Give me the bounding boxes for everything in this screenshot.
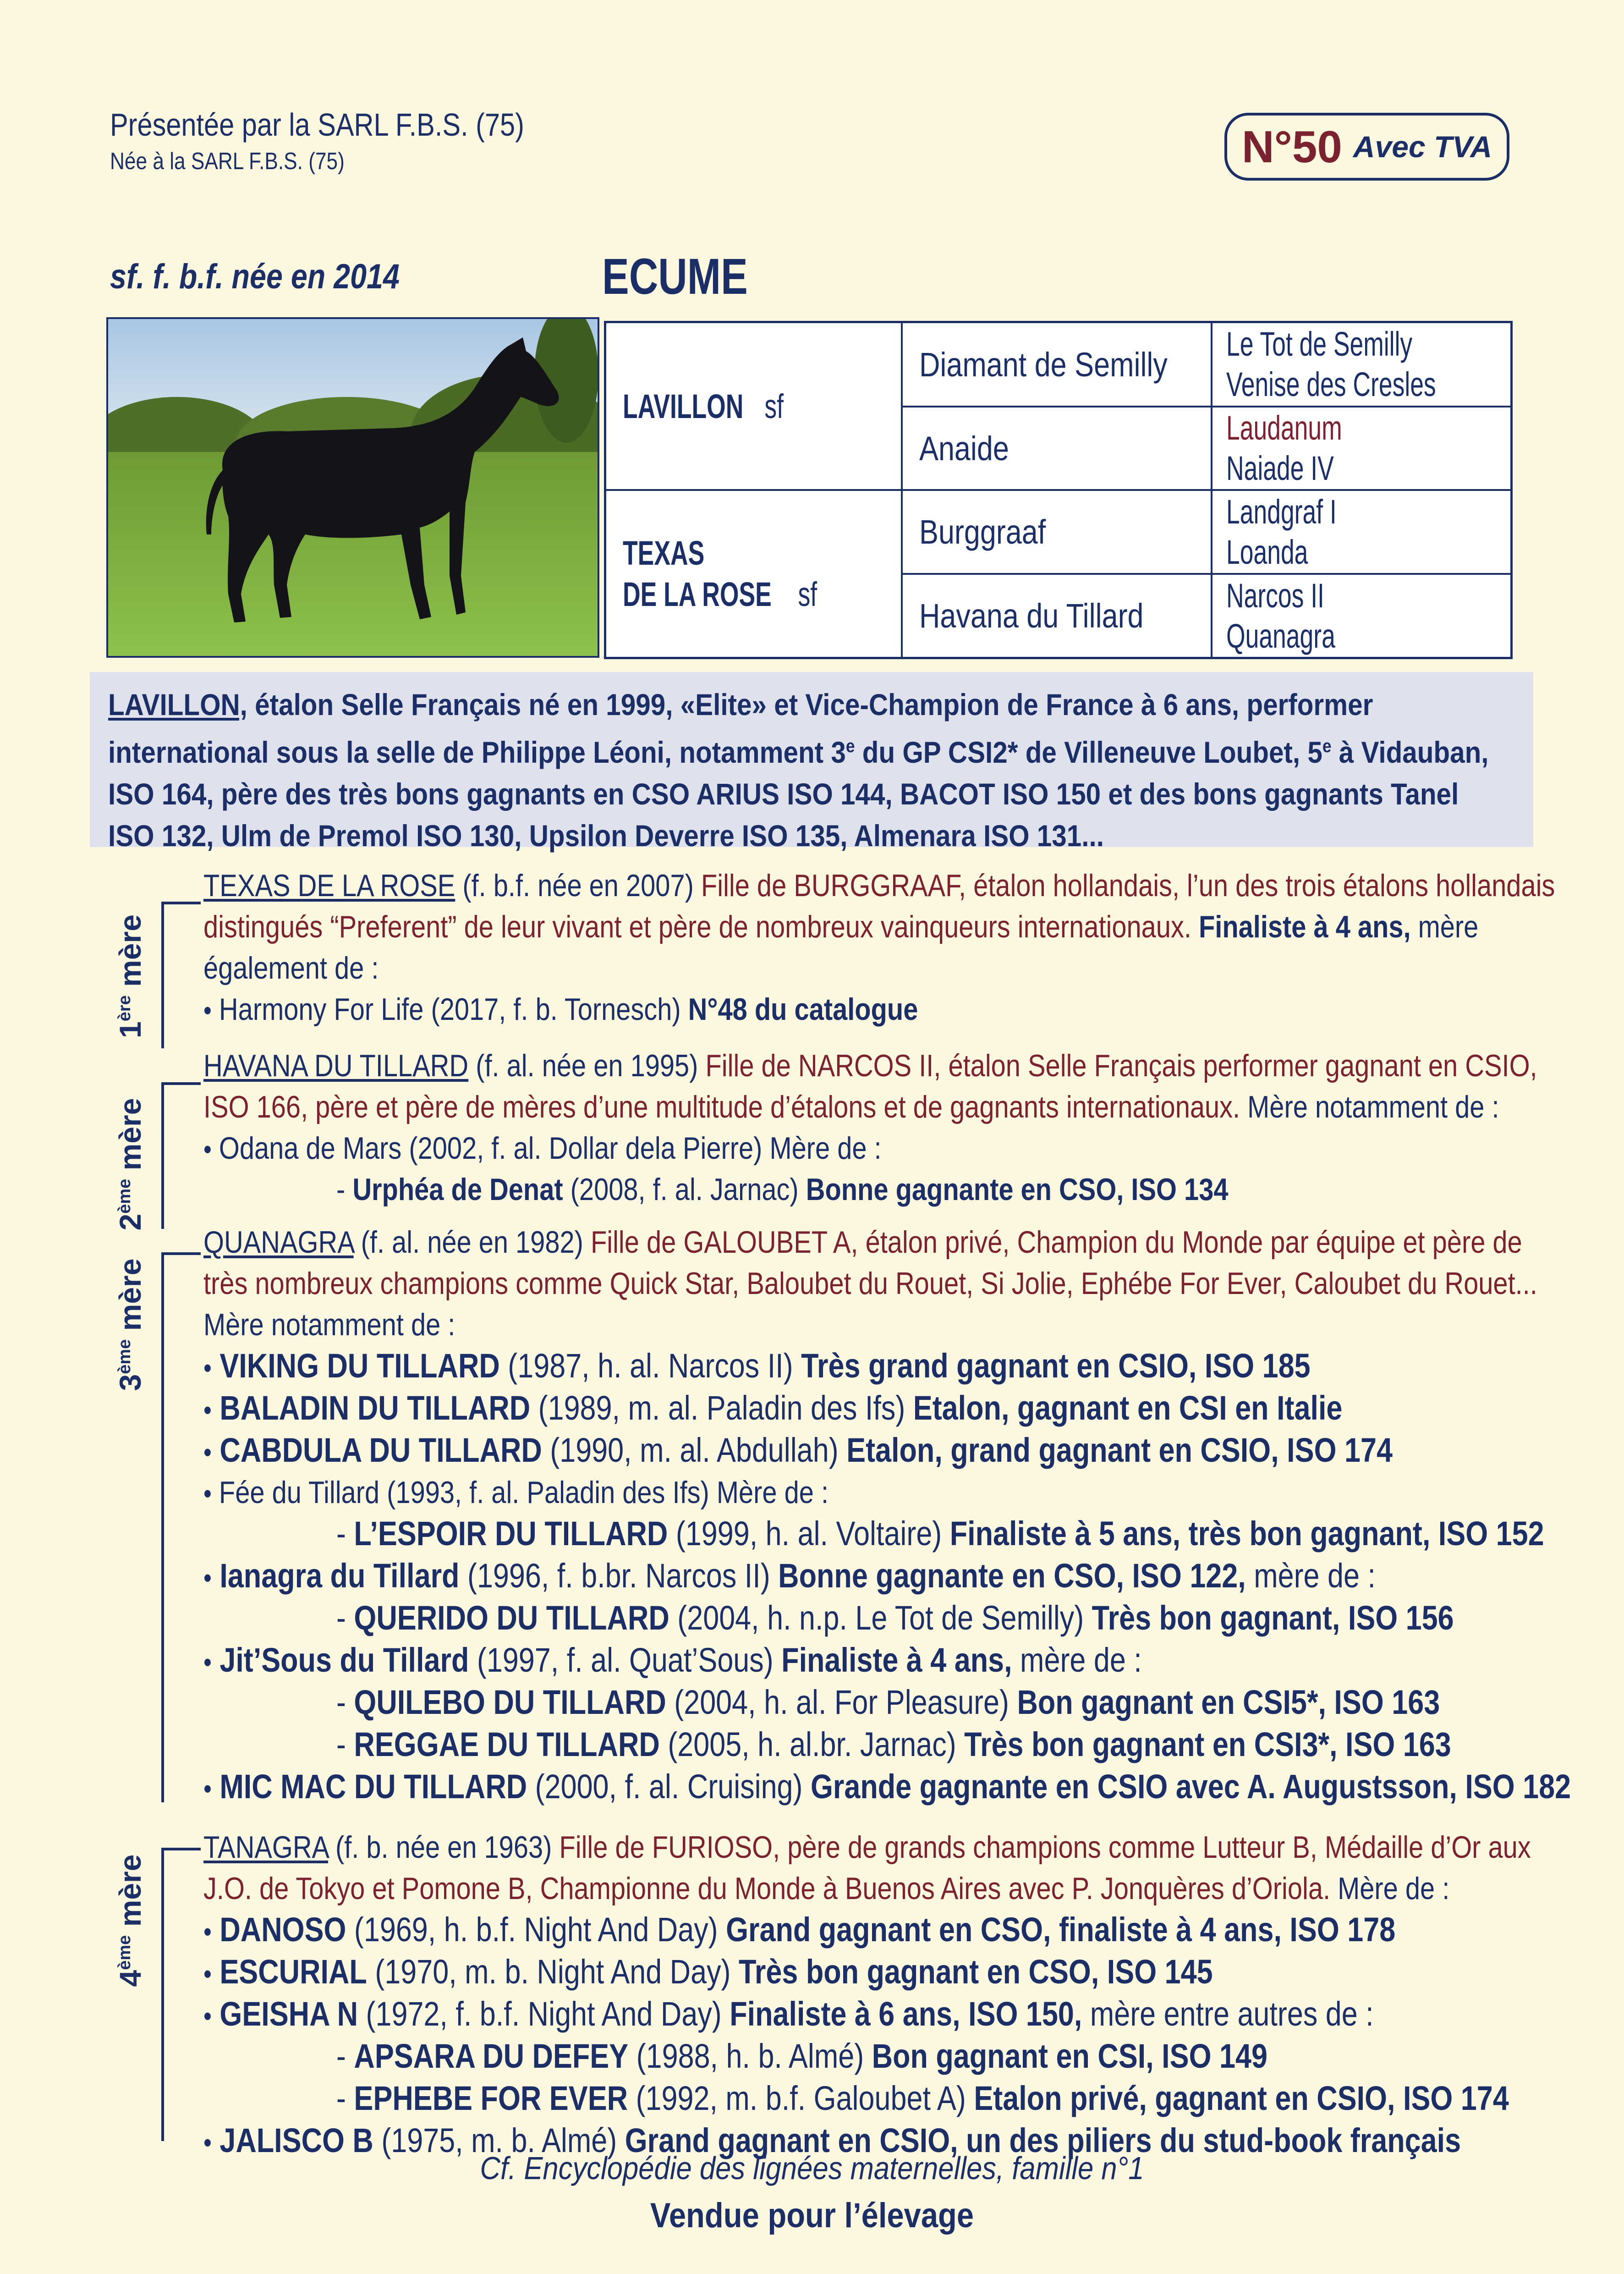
- dam-sire-cell: [903, 491, 1211, 573]
- gp-cell-3: [1213, 491, 1510, 573]
- mere1-details: (f. b.f. née en 2007): [455, 868, 701, 903]
- offspring-name: REGGAE DU TILLARD: [354, 1725, 660, 1763]
- ggp-7: Narcos II: [1226, 576, 1324, 615]
- bullet: •: [203, 2001, 212, 2032]
- offspring-result: Bon gagnant en CSI, ISO 149: [872, 2037, 1267, 2075]
- offspring-result: Etalon privé, gagnant en CSIO, ISO 174: [974, 2079, 1509, 2117]
- ggp-4: Naiade IV: [1226, 449, 1334, 487]
- mere3-sire-info-2: très nombreux champions comme Quick Star, Baloubet du Rouet, Si Jolie, Ephébe For Ever, Caloubet du Rouet...: [203, 1266, 1537, 1301]
- offspring-result: Très bon gagnant, ISO 156: [1092, 1599, 1454, 1637]
- offspring-name: Ianagra du Tillard: [219, 1557, 460, 1595]
- mere4-name: TANAGRA: [203, 1830, 328, 1865]
- mere4-text: Mère de :: [1330, 1871, 1450, 1906]
- offspring-result: Bonne gagnante en CSO, ISO 134: [806, 1172, 1229, 1207]
- mere3-item-6: [203, 1640, 1142, 1683]
- ggp-2: Venise des Cresles: [1226, 365, 1436, 403]
- mere2-details: (f. al. née en 1995): [468, 1048, 706, 1083]
- bullet: •: [203, 1395, 212, 1426]
- bullet: •: [203, 1647, 212, 1678]
- lot-number-badge: [1224, 113, 1509, 181]
- mere1-line2: [203, 906, 1478, 947]
- mere2-sub-1: [336, 1169, 1228, 1210]
- mere-num: 3: [113, 1374, 147, 1391]
- bracket-mere-3: [161, 1252, 201, 1802]
- bracket-mere-2: [161, 1082, 201, 1229]
- sire-name: LAVILLON: [623, 387, 744, 425]
- offspring-details: (1972, f. b.f. Night And Day): [358, 1995, 730, 2033]
- dash: -: [336, 1599, 354, 1637]
- offspring-details: (2000, f. al. Cruising): [527, 1767, 811, 1806]
- bullet: •: [203, 1563, 212, 1593]
- mere-sup: ème: [115, 1178, 134, 1214]
- bullet: •: [203, 2127, 212, 2158]
- bracket-mere-4: [161, 1848, 201, 2141]
- sire-info-text: [108, 684, 1511, 857]
- offspring-result: Finaliste à 5 ans, très bon gagnant, ISO 152: [949, 1514, 1544, 1553]
- offspring-name: APSARA DU DEFEY: [354, 2037, 629, 2075]
- mere1-result: Finaliste à 4 ans,: [1191, 909, 1411, 944]
- mere4-sub-3a: [336, 2036, 1267, 2077]
- dam-name-line2: DE LA ROSE: [623, 575, 772, 613]
- bullet: •: [203, 1353, 212, 1383]
- mere-sup: ème: [115, 1339, 134, 1374]
- bracket-mere-1: [161, 902, 201, 1048]
- mere3-item-4: [203, 1472, 828, 1514]
- item-text: mère de :: [1245, 1557, 1376, 1595]
- offspring-result: Très grand gagnant en CSIO, ISO 185: [801, 1347, 1311, 1385]
- item-text: Harmony For Life (2017, f. b. Tornesch): [219, 992, 681, 1027]
- offspring-details: (1999, h. al. Voltaire): [668, 1514, 950, 1553]
- offspring-details: (1975, m. b. Almé): [373, 2121, 625, 2159]
- dash: -: [336, 2079, 354, 2117]
- horse-name: ECUME: [602, 248, 748, 305]
- offspring-details: (1969, h. b.f. Night And Day): [346, 1911, 726, 1949]
- offspring-name: QUILEBO DU TILLARD: [354, 1683, 666, 1721]
- offspring-result: Très bon gagnant en CSI3*, ISO 163: [964, 1725, 1451, 1763]
- offspring-details: (1970, m. b. Night And Day): [367, 1953, 739, 1991]
- mere3-item-7: [203, 1766, 1571, 1810]
- mere3-sub-6b: [336, 1724, 1451, 1765]
- offspring-name: MIC MAC DU TILLARD: [219, 1767, 527, 1806]
- mere4-sire-info: Fille de FURIOSO, père de grands champions comme Lutteur B, Médaille d’Or aux: [559, 1830, 1531, 1865]
- mere1-text: mère: [1410, 909, 1479, 944]
- sup: e: [1322, 736, 1332, 756]
- dam-suffix: sf: [798, 575, 817, 613]
- offspring-details: (2005, h. al.br. Jarnac): [659, 1725, 965, 1763]
- sire-info-part: étalon Selle Français né en 1999, «Elite» et Vice-Champion de France à 6 ans, performer international sous la selle de Philippe Léoni, notamment 3: [108, 688, 1373, 769]
- item-text: Fée du Tillard (1993, f. al. Paladin des Ifs) Mère de :: [219, 1475, 829, 1510]
- gp-cell-1: [1213, 323, 1510, 406]
- offspring-name: JALISCO B: [219, 2121, 373, 2159]
- dash: -: [336, 1514, 354, 1553]
- offspring-name: DANOSO: [219, 1911, 346, 1949]
- sire-dam-cell: [903, 407, 1211, 489]
- mere1-line3: également de :: [203, 951, 379, 986]
- sire-info-part: à Vidauban, ISO 164, père des très bons gagnants en CSO ARIUS ISO 144, BACOT ISO 150 et des bons gagnants Tanel ISO 132, Ulm de Premol ISO 130, Upsilon Deverre ISO 135, Almenara ISO 131...: [108, 735, 1489, 853]
- dam-sire-name: Burggraaf: [919, 513, 1046, 551]
- mere-label-2: [113, 1096, 149, 1233]
- bullet: •: [203, 1478, 212, 1509]
- mere3-sub-6a: [336, 1682, 1440, 1723]
- dam-cell: [606, 491, 901, 657]
- mere3-item-3: [203, 1430, 1393, 1473]
- offspring-result: Finaliste à 6 ans, ISO 150,: [730, 1995, 1082, 2033]
- offspring-name: L’ESPOIR DU TILLARD: [354, 1514, 668, 1553]
- dash: -: [336, 1172, 353, 1207]
- offspring-details: (1990, m. al. Abdullah): [542, 1431, 847, 1469]
- offspring-details: (1989, m. al. Paladin des Ifs): [530, 1389, 913, 1427]
- sale-note: Vendue pour l’élevage: [650, 2196, 974, 2235]
- item-text: mère entre autres de :: [1082, 1995, 1374, 2033]
- mere3-item-2: [203, 1388, 1342, 1431]
- pedigree-table: [604, 321, 1513, 659]
- ggp-1: Le Tot de Semilly: [1226, 325, 1413, 363]
- mere1-sire-info: Fille de BURGGRAAF, étalon hollandais, l’un des trois étalons hollandais: [701, 868, 1555, 903]
- mere4-item-2: [203, 1951, 1213, 1995]
- sire-info-part: du GP CSI2* de Villeneuve Loubet, 5: [855, 735, 1322, 769]
- dam-dam-name: Havana du Tillard: [919, 597, 1144, 635]
- mere1-line1: [203, 865, 1555, 906]
- mere3-sub-5: [336, 1597, 1454, 1639]
- ggp-6: Loanda: [1226, 533, 1308, 571]
- dash: -: [336, 2037, 354, 2075]
- mere2-line1: [203, 1045, 1537, 1086]
- horse-description: sf. f. b.f. née en 2014: [110, 257, 400, 296]
- mere-label-3: [113, 1256, 149, 1393]
- mere4-details: (f. b. née en 1963): [328, 1830, 560, 1865]
- lot-number: N°50: [1241, 121, 1342, 172]
- sire-cell: [606, 323, 901, 489]
- mere-word: mère: [113, 1854, 147, 1935]
- born-at: Née à la SARL F.B.S. (75): [110, 148, 345, 175]
- mere2-line2: [203, 1086, 1499, 1128]
- mere4-item-3: [203, 1993, 1374, 2037]
- mere-num: 1: [113, 1021, 147, 1038]
- offspring-result: Etalon, gagnant en CSI en Italie: [913, 1389, 1343, 1427]
- mere4-item-1: [203, 1909, 1395, 1953]
- dash: -: [336, 1683, 354, 1721]
- offspring-result: Etalon, grand gagnant en CSIO, ISO 174: [846, 1431, 1393, 1469]
- sire-suffix: sf: [764, 387, 784, 425]
- offspring-details: (2004, h. n.p. Le Tot de Semilly): [669, 1599, 1092, 1637]
- offspring-result: Bon gagnant en CSI5*, ISO 163: [1017, 1683, 1440, 1721]
- mere2-text: Mère notamment de :: [1240, 1090, 1499, 1124]
- mere-word: mère: [113, 1258, 147, 1339]
- dam-name-line1: TEXAS: [623, 534, 705, 572]
- bullet: •: [203, 1437, 212, 1468]
- mere3-name: QUANAGRA: [203, 1225, 354, 1260]
- offspring-name: BALADIN DU TILLARD: [219, 1389, 531, 1427]
- mere3-sire-info: Fille de GALOUBET A, étalon privé, Champion du Monde par équipe et père de: [590, 1225, 1522, 1260]
- offspring-result: Bonne gagnante en CSO, ISO 122,: [778, 1557, 1246, 1595]
- mere3-item-5: [203, 1555, 1376, 1599]
- offspring-details: (1988, h. b. Almé): [628, 2037, 872, 2075]
- sire-sire-name: Diamant de Semilly: [919, 345, 1168, 384]
- mere2-sire-info-2: ISO 166, père et père de mères d’une multitude d’étalons et de gagnants internationaux.: [203, 1090, 1240, 1124]
- offspring-name: QUERIDO DU TILLARD: [354, 1599, 669, 1637]
- ggp-8: Quanagra: [1226, 617, 1335, 655]
- mere4-line1: [203, 1827, 1531, 1868]
- mere3-line1: [203, 1222, 1522, 1263]
- offspring-details: (2008, f. al. Jarnac): [563, 1172, 806, 1207]
- offspring-result: Très bon gagnant en CSO, ISO 145: [738, 1953, 1213, 1991]
- horse-photo-image: [108, 319, 598, 656]
- offspring-name: GEISHA N: [219, 1995, 358, 2033]
- mere-num: 2: [113, 1213, 147, 1231]
- mere-label-1: [113, 908, 149, 1045]
- mere1-sire-info-2: distingués “Preferent” de leur vivant et père de nombreux vainqueurs internationaux.: [203, 909, 1191, 944]
- ggp-3: Laudanum: [1226, 409, 1342, 447]
- horse-photo: [106, 317, 599, 658]
- offspring-result: Grande gagnante en CSIO avec A. Augustsson, ISO 182: [810, 1767, 1571, 1806]
- offspring-name: EPHEBE FOR EVER: [354, 2079, 628, 2117]
- bullet: •: [203, 1916, 212, 1947]
- offspring-result: Finaliste à 4 ans,: [781, 1641, 1012, 1679]
- mere1-item-1: [203, 989, 918, 1031]
- offspring-name: VIKING DU TILLARD: [219, 1347, 500, 1385]
- sire-sire-cell: [903, 323, 1211, 406]
- offspring-name: CABDULA DU TILLARD: [219, 1431, 542, 1469]
- offspring-details: (1997, f. al. Quat’Sous): [469, 1641, 782, 1679]
- mere4-sub-3b: [336, 2078, 1509, 2119]
- offspring-name: ESCURIAL: [219, 1953, 367, 1991]
- gp-cell-4: [1213, 575, 1510, 657]
- mere4-line2: [203, 1868, 1449, 1909]
- catalogue-ref: N°48 du catalogue: [688, 992, 918, 1027]
- sire-dam-name: Anaide: [919, 429, 1009, 468]
- mere-word: mère: [113, 914, 147, 996]
- offspring-name: Jit’Sous du Tillard: [219, 1641, 469, 1679]
- sup: e: [845, 736, 855, 756]
- mere-sup: ère: [115, 995, 134, 1022]
- vat-label: Avec TVA: [1353, 130, 1492, 164]
- mere3-details: (f. al. née en 1982): [353, 1225, 591, 1260]
- bullet: •: [203, 1959, 212, 1989]
- offspring-details: (2004, h. al. For Pleasure): [666, 1683, 1017, 1721]
- mere3-item-1: [203, 1345, 1311, 1389]
- mere1-name: TEXAS DE LA ROSE: [203, 868, 455, 903]
- item-text: Odana de Mars (2002, f. al. Dollar dela Pierre) Mère de :: [219, 1131, 882, 1166]
- offspring-result: Grand gagnant en CSIO, un des piliers du stud-book français: [625, 2121, 1461, 2159]
- dam-dam-cell: [903, 575, 1211, 657]
- mere-label-4: [113, 1852, 149, 1989]
- gp-cell-2: [1213, 407, 1510, 489]
- offspring-name: Urphéa de Denat: [352, 1172, 563, 1207]
- mere-num: 4: [113, 1970, 147, 1987]
- offspring-details: (1992, m. b.f. Galoubet A): [628, 2079, 974, 2117]
- mere3-line2: [203, 1263, 1537, 1304]
- presented-by: Présentée par la SARL F.B.S. (75): [110, 107, 524, 143]
- offspring-details: (1987, h. al. Narcos II): [499, 1347, 801, 1385]
- mere4-sire-info-2: J.O. de Tokyo et Pomone B, Championne du Monde à Buenos Aires avec P. Jonquères d’Oriola.: [203, 1871, 1331, 1906]
- bullet: •: [203, 995, 212, 1026]
- mere-sup: ème: [115, 1935, 134, 1970]
- mere2-item-1: [203, 1128, 882, 1170]
- ggp-5: Landgraf I: [1226, 492, 1337, 531]
- item-text: mère de :: [1012, 1641, 1142, 1679]
- encyclopedia-reference: Cf. Encyclopédie des lignées maternelles, famille n°1: [480, 2150, 1144, 2186]
- offspring-details: (1996, f. b.br. Narcos II): [459, 1557, 779, 1595]
- bullet: •: [203, 1134, 212, 1165]
- bullet: •: [203, 1773, 212, 1804]
- mere-word: mère: [113, 1098, 147, 1179]
- sire-info-name: LAVILLON,: [108, 688, 247, 721]
- dash: -: [336, 1725, 354, 1763]
- mere2-sire-info: Fille de NARCOS II, étalon Selle Français performer gagnant en CSIO,: [705, 1048, 1537, 1083]
- mere3-sub-4: [336, 1513, 1544, 1554]
- mere3-line3: Mère notamment de :: [203, 1307, 455, 1342]
- offspring-result: Grand gagnant en CSO, finaliste à 4 ans, ISO 178: [726, 1911, 1396, 1949]
- mere2-name: HAVANA DU TILLARD: [203, 1048, 469, 1083]
